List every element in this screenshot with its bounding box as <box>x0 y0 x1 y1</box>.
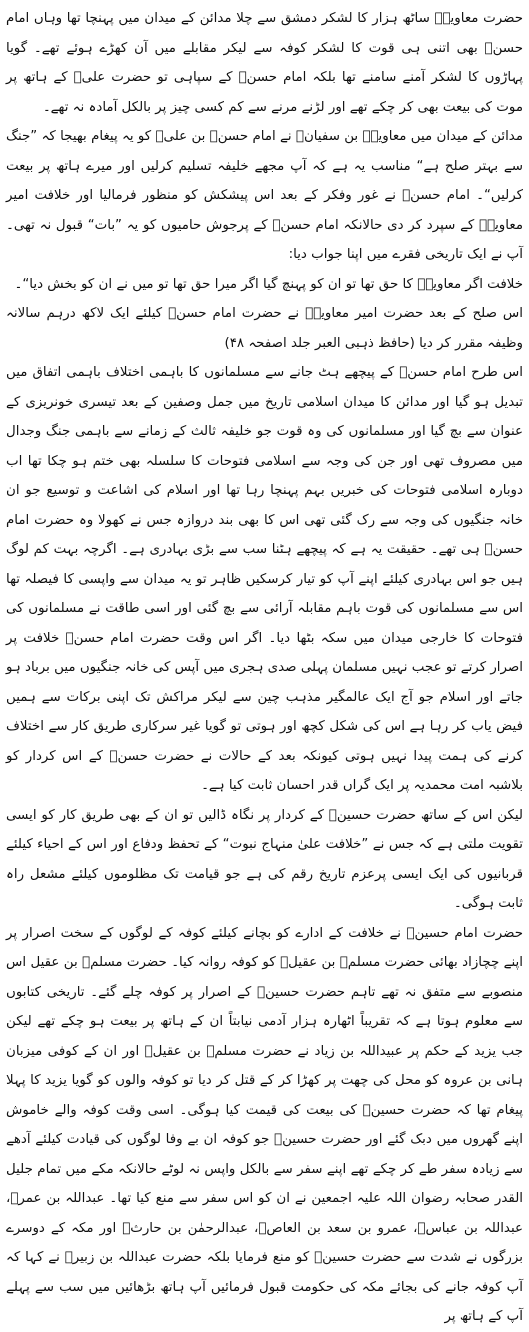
paragraph-husain-character: لیکن اس کے ساتھ حضرت حسینؓ کے کردار پر نگاہ ڈالیں تو ان کے بھی طریق کار کو ایسی تقویت ملتی ہے کہ جس نے ”خلافت علیٰ منہاج نبوت“ کے تحفظ ودفاع اور اس کے احیاء کیلئے قربانیوں کی ایک ایسی پرعزم تاریخ رقم کی ہے جو قیامت تک مظلوموں کیلئے مشعل راہ ثابت ہوگی۔ <box>6 807 523 911</box>
paragraph-madain-message: مدائن کے میدان میں معاویہؓ بن سفیانؓ نے امام حسنؓ بن علیؓ کو یہ پیغام بھیجا کہ ”جنگ سے بہتر صلح ہے“ مناسب یہ ہے کہ آپ مجھے خلیفہ تسلیم کرلیں اور میرے ہاتھ پر بیعت کرلیں“۔ امام حسنؓ نے غور وفکر کے بعد اس پیشکش کو منظور فرمالیا اور خلافت امیر معاویہؓ کے سپرد کر دی حالانکہ امام حسنؓ کے پرجوش حامیوں کو یہ ”بات“ قبول نہ تھی۔ آپ نے ایک تاریخی فقرے میں اپنا جواب دیا: <box>6 129 523 262</box>
paragraph-muawiya-army: حضرت معاویہؓ ساٹھ ہزار کا لشکر دمشق سے چلا مدائن کے میدان میں پہنچا تھا وہاں امام حسنؓ بھی اتنی ہی قوت کا لشکر کوفہ سے لیکر مقابلے میں آن کھڑے ہوئے تھے۔ گویا پہاڑوں کا لشکر آمنے سامنے تھا بلکہ امام حسنؓ کے سپاہی تو حضرت علیؓ کے ہاتھ پر موت کی بیعت بھی کر چکے تھے اور لڑنے مرنے سے کم کسی چیز پر بالکل آمادہ نہ تھے۔ <box>6 11 523 115</box>
paragraph-husain-kufa: حضرت امام حسینؓ نے خلافت کے ادارے کو بچانے کیلئے کوفہ کے لوگوں کے سخت اصرار پر اپنے چچازاد بھائی حضرت مسلمؓ بن عقیلؓ کو کوفہ روانہ کیا۔ حضرت مسلمؓ بن عقیل اس منصوبے سے متفق نہ تھے تاہم حضرت حسینؓ کے اصرار پر کوفہ چلے گئے۔ تاریخی کتابوں سے معلوم ہوتا ہے کہ تقریباً اٹھارہ ہزار آدمی نیابتاً ان کے ہاتھ پر بیعت ہو چکے تھے لیکن جب یزید کے حکم پر عبیداللہ بن زیاد نے حضرت مسلمؓ بن عقیلؓ اور ان کے کوفی میزبان ہانی بن عروہ کو محل کی چھت پر کھڑا کر کے قتل کر دیا تو کوفہ والوں کو گویا یزید کا پہلا پیغام تھا کہ حضرت حسینؓ کی بیعت کی قیمت کیا ہوگی۔ اسی وقت کوفہ والے خاموش اپنے گھروں میں دبک گئے اور حضرت حسینؓ جو کوفہ ان بے وفا لوگوں کی قیادت کیلئے آدھے سے زیادہ سفر طے کر چکے تھے اپنے سفر سے بالکل واپس نہ لوٹے حالانکہ مکے میں تمام جلیل القدر صحابہ رضوان اللہ علیہ اجمعین نے ان کو اس سفر سے منع کیا تھا۔ عبداللہ بن عمرؓ، عبداللہ بن عباسؓ، عمرو بن سعد بن العاصؓ، عبدالرحمٰن بن حارثؓ اور مکہ کے دوسرے بزرگوں نے شدت سے حضرت حسینؓ کو منع فرمایا بلکہ حضرت عبداللہ بن زبیرؓ نے کہا کہ آپ کوفہ جانے کی بجائے مکہ کی حکومت قبول فرمائیں آپ ہاتھ بڑھائیں میں سب سے پہلے آپ کے ہاتھ پر <box>6 925 523 1324</box>
paragraph-stipend: اس صلح کے بعد حضرت امیر معاویہؓ نے حضرت امام حسنؓ کیلئے ایک لاکھ درہم سالانہ وظیفہ مقرر کر دیا (حافظ ذہبی العبر جلد اصفحہ ۴۸) <box>6 306 523 351</box>
paragraph-historic-quote: خلافت اگر معاویہؓ کا حق تھا تو ان کو پہنچ گیا اگر میرا حق تھا تو میں نے ان کو بخش دیا“۔ <box>14 276 523 292</box>
paragraph-hasan-withdrawal: اس طرح امام حسنؓ کے پیچھے ہٹ جانے سے مسلمانوں کا باہمی اختلاف باہمی اتفاق میں تبدیل ہو گیا اور مدائن کا میدان اسلامی تاریخ میں جمل وصفین کے بعد تیسری خونریزی کے عنوان سے بچ گیا اور مسلمانوں کی وہ قوت جو خلیفہ ثالث کے زمانے سے باہمی جنگ وجدال میں مصروف تھی اور جن کی وجہ سے اسلامی فتوحات کا سلسلہ بھی ختم ہو چکا تھا اب دوبارہ اسلامی فتوحات کی خبریں بہم پہنچا رہا تھا اور اسلام کی اشاعت و توسیع جو ان خانہ جنگیوں کی وجہ سے رک گئی تھی اس کا بھی بند دروازہ جس نے کھولا وہ حضرت امام حسنؓ ہی تھے۔ حقیقت یہ ہے کہ پیچھے ہٹنا سب سے بڑی بہادری ہے۔ اگرچہ بہت کم لوگ ہیں جو اس بہادری کیلئے اپنے آپ کو تیار کرسکیں ظاہر تو یہ میدان سے واپسی کا فیصلہ تھا اس سے مسلمانوں کی قوت باہم مقابلہ آرائی سے بچ گئی اور اسی طاقت نے مسلمانوں کی فتوحات کا خارجی میدان میں سکہ بٹھا دیا۔ اگر اس وقت حضرت امام حسنؓ خلافت پر اصرار کرتے تو عجب نہیں مسلمان پہلی صدی ہجری میں آپس کی خانہ جنگیوں میں برباد ہو جاتے اور اسلام جو آج ایک عالمگیر مذہب چین سے لیکر مراکش تک اپنی برکات سے ہمیں فیض یاب کر رہا ہے اس کی شکل کچھ اور ہوتی تو گویا غیر سرکاری طریق کار سے اختلاف کرنے کی ہمت پیدا نہیں ہوتی کیونکہ بعد کے حالات نے حضرت حسنؓ کے اس کردار کو بلاشبہ امت محمدیہ پر ایک گراں قدر احسان ثابت کیا ہے۔ <box>6 365 523 793</box>
